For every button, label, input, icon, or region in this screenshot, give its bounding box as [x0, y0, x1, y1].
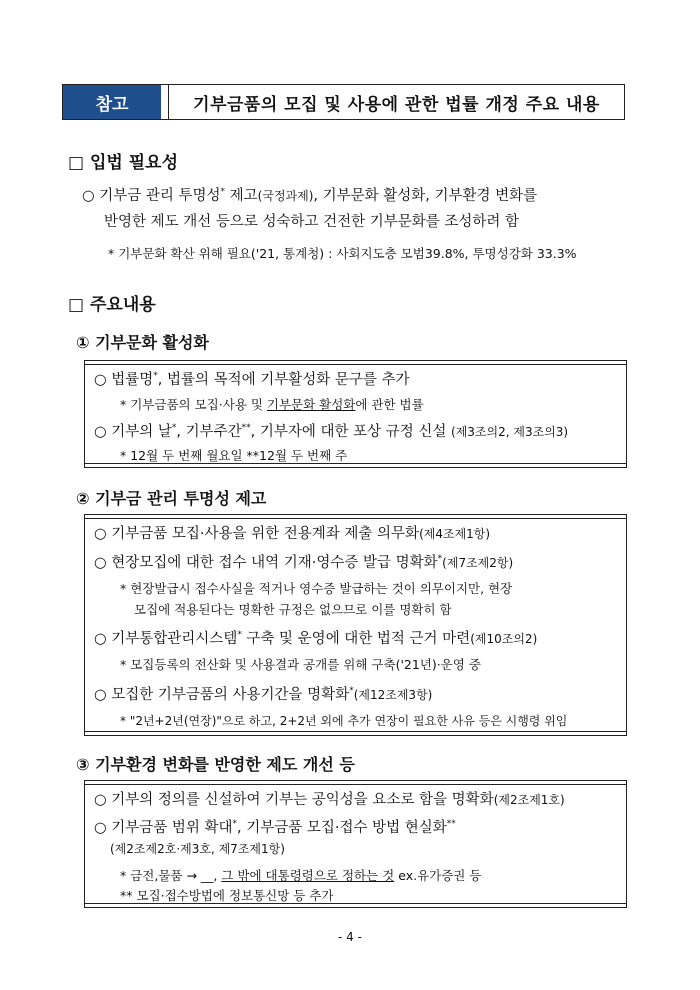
sub1-item2-text-b: , 기부주간	[176, 424, 242, 440]
box-inner-border-top	[85, 364, 626, 365]
footnote-mark: *	[237, 630, 242, 641]
sub2-item4	[94, 683, 432, 704]
necessity-small-text: (국정과제)	[257, 189, 314, 203]
box-inner-border-top	[85, 784, 626, 785]
subsection-heading-2: ② 기부금 관리 투명성 제고	[76, 489, 267, 508]
page-title: 기부금품의 모집 및 사용에 관한 법률 개정 주요 내용	[193, 94, 600, 115]
sub3-item2-text-a: ○ 기부금품 범위 확대	[94, 820, 233, 836]
sub3-note1-underlined: 그 밖에 대통령령으로 정하는 것	[221, 868, 395, 883]
sub3-note1-text-b: ex.유가증권 등	[394, 868, 482, 883]
necessity-text-a: ○ 기부금 관리 투명성	[82, 188, 221, 204]
sub2-note4: * "2년+2년(연장)"으로 하고, 2+2년 외에 추가 연장이 필요한 사유 등은 시행령 위임	[120, 714, 568, 728]
sub2-note3: * 모집등록의 전산화 및 사용결과 공개를 위해 구축('21년)·운영 중	[120, 657, 481, 672]
title-bar	[62, 84, 625, 120]
sub3-item2	[94, 816, 456, 837]
sub1-note1-underlined: 기부문화 활성화	[266, 397, 356, 412]
sub3-item2-text-b: , 기부금품 모집·접수 방법 현실화	[237, 820, 447, 836]
sub2-note2-line1: * 현장발급시 접수사실을 적거나 영수증 발급하는 것이 의무이지만, 현장	[120, 581, 513, 596]
sub1-item1-text-a: ○ 법률명	[94, 372, 154, 388]
box-inner-border-bottom	[85, 731, 626, 732]
title-separator	[161, 85, 169, 119]
sub2-item3-text-b: 구축 및 운영에 대한 법적 근거 마련	[241, 631, 471, 647]
sub1-note2: * 12월 두 번째 월요일 **12월 두 번째 주	[120, 448, 348, 463]
sub2-item1-reference: (제4조제1항)	[419, 527, 491, 541]
sub2-note2-line2: 모집에 적용된다는 명확한 규정은 없으므로 이를 명확히 함	[134, 602, 452, 617]
footnote-mark: *	[171, 423, 177, 434]
footnote-mark: *	[437, 554, 443, 565]
sub2-item2	[94, 551, 513, 572]
section-heading-main-content: □ 주요내용	[68, 295, 156, 315]
sub3-item1-reference: (제2조제1호)	[493, 793, 565, 807]
sub2-item2-reference: (제7조제2항)	[442, 556, 514, 570]
sub1-item2	[94, 420, 568, 441]
sub3-item2-reference: (제2조제2호·제3호, 제7조제1항)	[110, 842, 285, 856]
sub3-item1	[94, 788, 565, 809]
sub2-item1	[94, 522, 490, 543]
section-heading-necessity: □ 입법 필요성	[68, 153, 179, 173]
sub2-item4-text: ○ 모집한 기부금품의 사용기간을 명확화	[94, 687, 350, 703]
necessity-text-b: 제고	[225, 188, 258, 204]
sub2-item1-text: ○ 기부금품 모집·사용을 위한 전용계좌 제출 의무화	[94, 526, 420, 542]
footnote-mark: **	[446, 819, 456, 830]
sub3-note1	[120, 866, 481, 884]
sub2-item3-text-a: ○ 기부통합관리시스템	[94, 631, 238, 647]
footnote-mark: *	[349, 686, 354, 697]
sub2-item3-reference: (제10조의2)	[470, 632, 538, 646]
sub3-note1-text-a: * 금전,물품 → __,	[120, 868, 222, 883]
footnote-mark: *	[232, 819, 238, 830]
necessity-note: * 기부문화 확산 위해 필요('21, 통계청) : 사회지도층 모범39.8%, 투명성강화 33.3%	[108, 246, 577, 261]
sub1-note1-text-b: 에 관한 법률	[355, 397, 424, 412]
box-inner-border-top	[85, 518, 626, 519]
footnote-mark: *	[153, 371, 158, 382]
subsection-heading-3: ③ 기부환경 변화를 반영한 제도 개선 등	[76, 755, 355, 774]
subsection-heading-1: ① 기부문화 활성화	[76, 333, 209, 352]
sub1-item2-text-a: ○ 기부의 날	[94, 424, 172, 440]
sub3-item1-text: ○ 기부의 정의를 신설하여 기부는 공익성을 요소로 함을 명확화	[94, 792, 494, 808]
reference-tag: 참고	[63, 85, 161, 119]
sub2-item2-text: ○ 현장모집에 대한 접수 내역 기재·영수증 발급 명확화	[94, 555, 438, 571]
necessity-paragraph-line2: 반영한 제도 개선 등으로 성숙하고 건전한 기부문화를 조성하려 함	[104, 214, 520, 230]
necessity-text-c: , 기부문화 활성화, 기부환경 변화를	[313, 188, 538, 204]
sub1-item2-text-c: , 기부자에 대한 포상 규정 신설	[250, 424, 452, 440]
sub1-item2-reference: (제3조의2, 제3조의3)	[451, 425, 569, 439]
sub1-item1	[94, 368, 410, 389]
sub1-item1-text-b: , 법률의 목적에 기부활성화 문구를 추가	[157, 372, 410, 388]
sub3-note2: ** 모집·접수방법에 정보통신망 등 추가	[120, 888, 334, 903]
footnote-mark: **	[241, 423, 251, 434]
page-number: - 4 -	[338, 930, 362, 944]
sub2-item3	[94, 627, 537, 648]
sub1-note1-text-a: * 기부금품의 모집·사용 및	[120, 397, 267, 412]
footnote-mark: *	[220, 187, 226, 198]
sub2-item4-reference: (제12조제3항)	[353, 688, 433, 702]
necessity-paragraph-line1	[82, 184, 537, 205]
sub1-note1	[120, 395, 424, 413]
